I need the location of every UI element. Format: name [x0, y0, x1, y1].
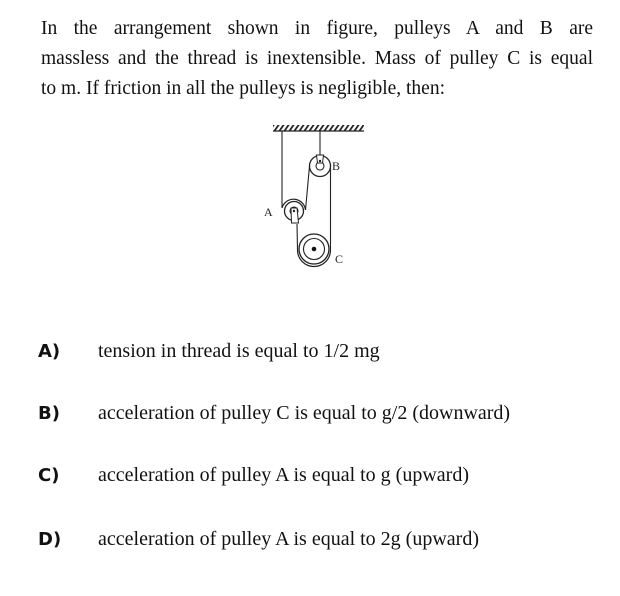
option-c[interactable] — [38, 460, 469, 490]
pulley-c — [298, 234, 331, 267]
question-text — [41, 14, 593, 104]
string-a-c — [297, 224, 298, 250]
ceiling — [273, 125, 364, 131]
string-b-left — [306, 166, 310, 210]
pulley-a — [282, 199, 306, 223]
option-label: A) — [38, 340, 61, 362]
option-text: acceleration of pulley A is equal to 2g (upward) — [98, 527, 479, 550]
label-pulley-b: B — [332, 159, 341, 173]
option-label: C) — [38, 464, 60, 486]
option-text: tension in thread is equal to 1/2 mg — [98, 339, 380, 362]
option-text: acceleration of pulley A is equal to g (upward) — [98, 463, 469, 486]
pulley-diagram — [240, 110, 380, 280]
option-d[interactable] — [38, 524, 479, 554]
option-text: acceleration of pulley C is equal to g/2 (downward) — [98, 401, 511, 424]
label-pulley-c: C — [335, 252, 344, 266]
option-label: B) — [38, 402, 60, 424]
option-a[interactable] — [38, 336, 380, 366]
option-b[interactable] — [38, 398, 510, 428]
label-pulley-a: A — [264, 205, 273, 219]
pulley-b — [310, 155, 331, 177]
question-line: In the arrangement shown in figure, pulleys A and B are — [41, 18, 593, 39]
question-line: to m. If friction in all the pulleys is negligible, then: — [41, 78, 446, 99]
option-label: D) — [38, 528, 62, 550]
question-line: massless and the thread is inextensible. Mass of pulley C is equal — [41, 48, 593, 69]
